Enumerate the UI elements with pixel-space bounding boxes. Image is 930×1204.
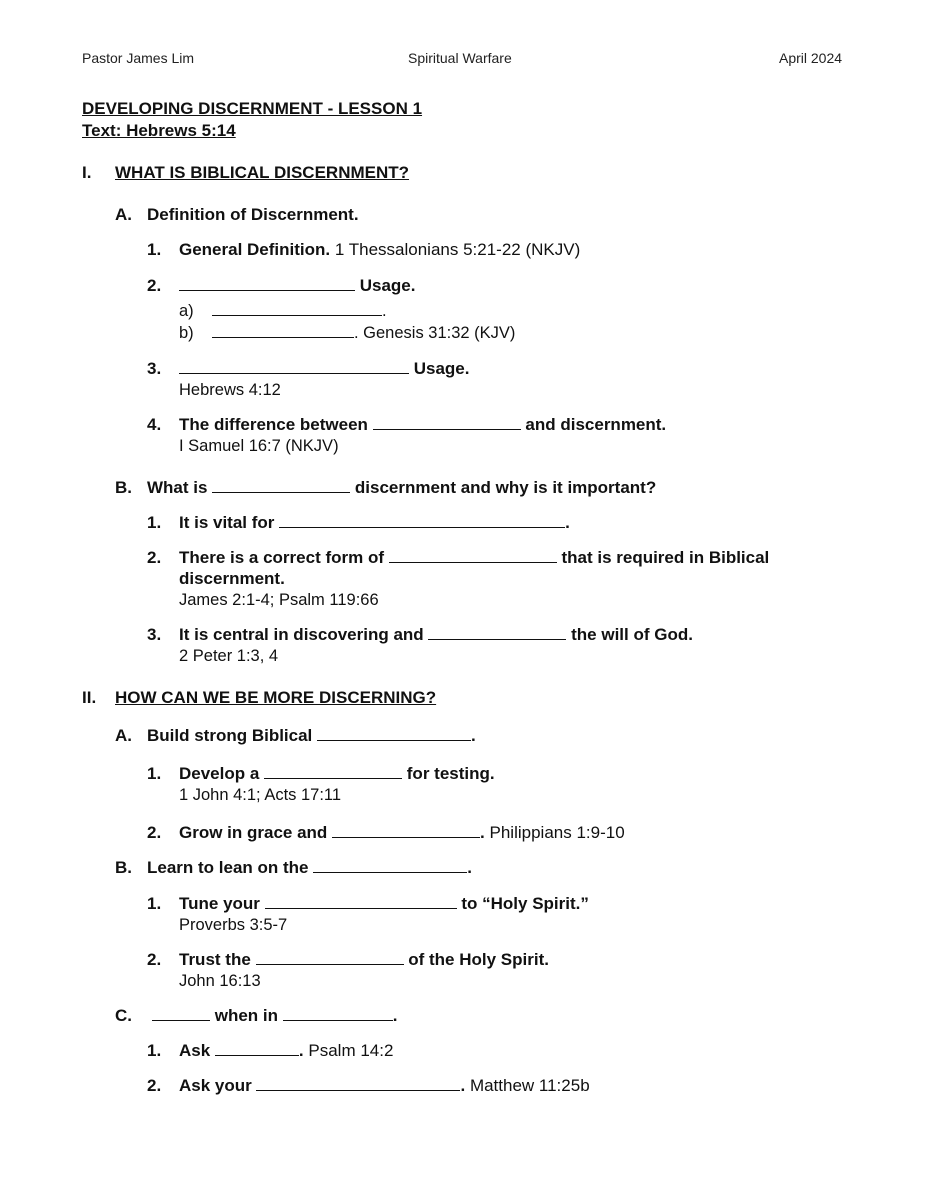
item-text: It is central in discovering and	[179, 625, 429, 644]
item-number: 1.	[147, 1041, 162, 1060]
item-text: for testing.	[402, 764, 495, 783]
item-tune	[179, 894, 589, 914]
fill-in-blank[interactable]	[373, 415, 521, 430]
item-text: the will of God.	[566, 625, 693, 644]
fill-in-blank[interactable]	[317, 726, 471, 741]
item-text: when in	[210, 1006, 283, 1025]
item-text: What is	[147, 478, 213, 497]
item-text: discernment and why is it important?	[350, 478, 657, 497]
fill-in-blank[interactable]	[313, 858, 467, 873]
item-number: 1.	[147, 764, 162, 783]
fill-in-blank[interactable]	[279, 513, 565, 528]
lesson-text-reference: Text: Hebrews 5:14	[82, 121, 236, 140]
item-general-definition	[179, 240, 580, 260]
section-2a-title	[147, 726, 476, 746]
fill-in-blank[interactable]	[215, 1041, 299, 1056]
item-text: .	[392, 1006, 398, 1025]
item-text: to “Holy Spirit.”	[456, 894, 589, 913]
item-text: There is a correct form of	[179, 548, 389, 567]
item-text: Ask	[179, 1041, 215, 1060]
section-2-numeral: II.	[82, 688, 97, 707]
section-1-heading: WHAT IS BIBLICAL DISCERNMENT?	[115, 163, 410, 182]
item-number: 1.	[147, 894, 162, 913]
header-author: Pastor James Lim	[82, 50, 195, 66]
item-number: 3.	[147, 625, 162, 644]
item-number: 4.	[147, 415, 162, 434]
item-text: .	[471, 726, 476, 745]
item-ask-your	[179, 1076, 590, 1096]
fill-in-blank[interactable]	[212, 301, 382, 316]
lesson-title: DEVELOPING DISCERNMENT - LESSON 1	[82, 99, 423, 118]
item-number: 1.	[147, 513, 162, 532]
item-number: 1.	[147, 240, 162, 259]
section-2a-letter: A.	[115, 726, 132, 745]
fill-in-blank[interactable]	[283, 1006, 393, 1021]
item-text: Build strong Biblical	[147, 726, 318, 745]
section-2-heading: HOW CAN WE BE MORE DISCERNING?	[115, 688, 437, 707]
item-label: General Definition.	[179, 240, 331, 259]
scripture-reference: Hebrews 4:12	[179, 381, 281, 399]
item-text: Tune your	[179, 894, 265, 913]
fill-in-blank[interactable]	[152, 1006, 210, 1021]
subitem-a	[212, 301, 387, 321]
fill-in-blank[interactable]	[389, 548, 557, 563]
item-vital	[179, 513, 570, 533]
section-1a-title: Definition of Discernment.	[147, 205, 359, 224]
fill-in-blank[interactable]	[264, 764, 402, 779]
header-series: Spiritual Warfare	[408, 50, 512, 66]
subitem-b	[212, 323, 515, 343]
scripture-reference: Philippians 1:9-10	[484, 823, 625, 842]
scripture-reference: Psalm 14:2	[303, 1041, 394, 1060]
item-text: Ask your	[179, 1076, 257, 1095]
fill-in-blank[interactable]	[256, 1076, 460, 1091]
subitem-b-label: b)	[179, 324, 194, 342]
item-text: that is required in Biblical	[556, 548, 770, 567]
scripture-reference: 1 Thessalonians 5:21-22 (NKJV)	[330, 240, 581, 259]
item-grow	[179, 823, 625, 843]
item-number: 3.	[147, 359, 162, 378]
fill-in-blank[interactable]	[179, 359, 409, 374]
item-trust	[179, 950, 549, 970]
section-1a-letter: A.	[115, 205, 132, 224]
item-text: Usage.	[355, 276, 416, 295]
item-text: .	[460, 1076, 466, 1095]
item-text: Learn to lean on the	[147, 858, 314, 877]
scripture-reference: 1 John 4:1; Acts 17:11	[179, 786, 342, 804]
fill-in-blank[interactable]	[428, 625, 566, 640]
item-number: 2.	[147, 1076, 162, 1095]
item-usage-1	[179, 276, 415, 296]
item-text: .	[467, 858, 472, 877]
scripture-reference: I Samuel 16:7 (NKJV)	[179, 437, 339, 455]
item-usage-2	[179, 359, 469, 379]
item-central	[179, 625, 693, 645]
scripture-reference: John 16:13	[179, 972, 261, 990]
item-text: of the Holy Spirit.	[403, 950, 549, 969]
scripture-reference: Proverbs 3:5-7	[179, 916, 288, 934]
fill-in-blank[interactable]	[212, 478, 350, 493]
item-text: Grow in grace and	[179, 823, 333, 842]
item-text: .	[565, 513, 570, 532]
item-number: 2.	[147, 823, 162, 842]
section-1b-letter: B.	[115, 478, 132, 497]
fill-in-blank[interactable]	[256, 950, 404, 965]
section-2c-letter: C.	[115, 1006, 132, 1025]
item-develop	[179, 764, 495, 784]
item-number: 2.	[147, 950, 162, 969]
item-correct-form	[179, 548, 769, 568]
item-number: 2.	[147, 548, 162, 567]
scripture-reference: Matthew 11:25b	[465, 1076, 590, 1095]
header-date: April 2024	[779, 50, 843, 66]
item-text: Usage.	[409, 359, 470, 378]
item-text: and discernment.	[520, 415, 667, 434]
section-2b-letter: B.	[115, 858, 132, 877]
item-number: 2.	[147, 276, 162, 295]
fill-in-blank[interactable]	[179, 276, 355, 291]
scripture-reference: 2 Peter 1:3, 4	[179, 647, 279, 665]
item-text: .	[480, 823, 485, 842]
item-difference	[179, 415, 666, 435]
scripture-reference: James 2:1-4; Psalm 119:66	[179, 591, 379, 609]
fill-in-blank[interactable]	[265, 894, 457, 909]
section-1-numeral: I.	[82, 163, 92, 182]
item-text: It is vital for	[179, 513, 280, 532]
scripture-reference: . Genesis 31:32 (KJV)	[354, 324, 516, 342]
item-text: .	[382, 302, 387, 320]
fill-in-blank[interactable]	[332, 823, 480, 838]
item-text: .	[298, 1041, 304, 1060]
item-text: The difference between	[179, 415, 373, 434]
section-2b-title	[147, 858, 472, 878]
item-ask	[179, 1041, 393, 1061]
subitem-a-label: a)	[179, 302, 194, 320]
item-text-continued: discernment.	[179, 569, 285, 588]
section-2c-title	[152, 1006, 397, 1026]
fill-in-blank[interactable]	[212, 323, 354, 338]
item-text: Develop a	[179, 764, 265, 783]
section-1b-title	[147, 478, 656, 498]
item-text: Trust the	[179, 950, 256, 969]
